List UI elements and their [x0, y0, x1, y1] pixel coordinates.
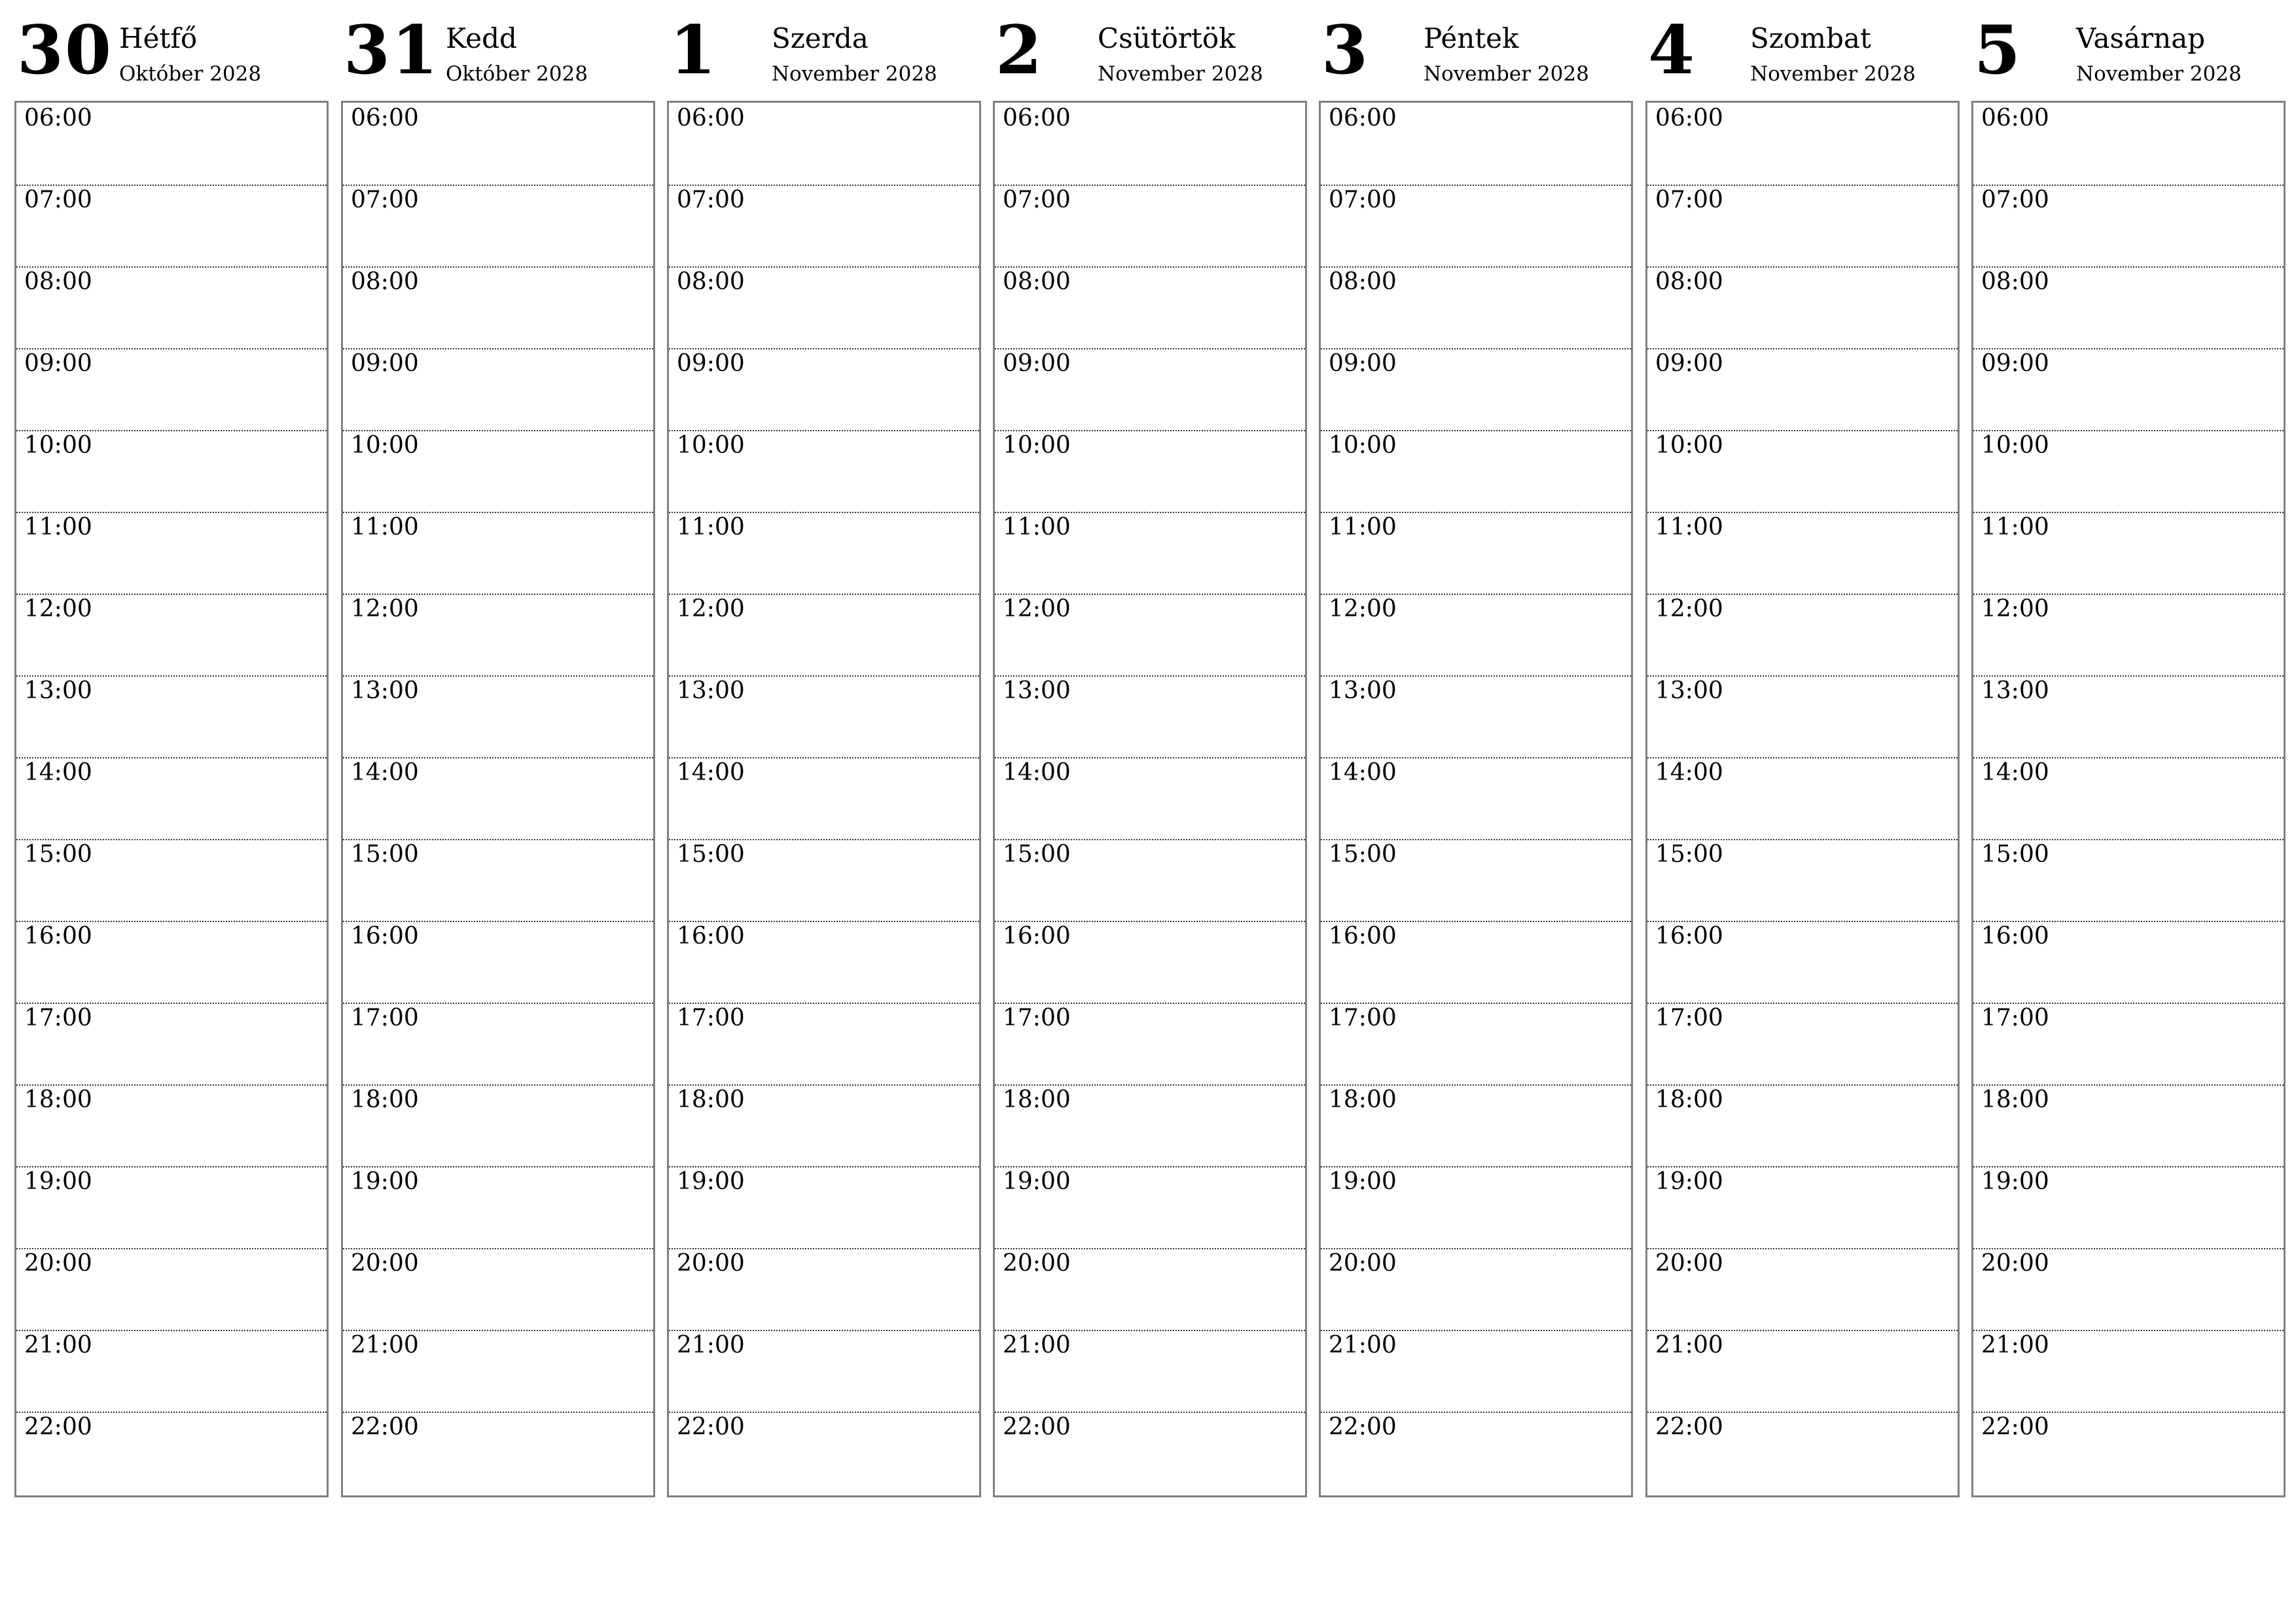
time-slot[interactable]	[1321, 675, 1631, 758]
day-name: Vasárnap	[2076, 22, 2206, 54]
time-label: 12:00	[24, 596, 92, 622]
time-label: 08:00	[1655, 268, 1723, 295]
time-label: 19:00	[1981, 1168, 2049, 1195]
time-slot[interactable]	[995, 430, 1305, 513]
day-schedule-box	[14, 101, 329, 1497]
time-label: 20:00	[1329, 1250, 1397, 1277]
time-slot[interactable]	[995, 594, 1305, 677]
time-slot[interactable]	[995, 1412, 1305, 1493]
time-label: 07:00	[1655, 187, 1723, 213]
time-slot[interactable]	[16, 921, 327, 1004]
day-header	[667, 0, 980, 99]
time-slot[interactable]	[16, 1248, 327, 1331]
time-slot[interactable]	[343, 103, 653, 186]
time-slot[interactable]	[1647, 1084, 1958, 1168]
time-label: 10:00	[1655, 432, 1723, 459]
day-number: 2	[996, 11, 1043, 90]
day-number: 5	[1974, 11, 2022, 90]
time-label: 11:00	[1329, 514, 1397, 541]
time-label: 08:00	[24, 268, 92, 295]
day-schedule-box	[1319, 101, 1633, 1497]
time-label: 06:00	[1003, 105, 1071, 132]
time-label: 16:00	[677, 923, 745, 950]
time-label: 06:00	[677, 105, 745, 132]
time-label: 10:00	[677, 432, 745, 459]
time-label: 18:00	[1655, 1086, 1723, 1113]
day-number: 3	[1321, 11, 1369, 90]
time-label: 18:00	[1003, 1086, 1071, 1113]
day-schedule-box	[993, 101, 1307, 1497]
time-slot[interactable]	[1647, 185, 1958, 268]
time-label: 17:00	[677, 1005, 745, 1031]
time-label: 16:00	[1655, 923, 1723, 950]
time-slot[interactable]	[995, 266, 1305, 349]
time-slot[interactable]	[343, 1412, 653, 1493]
time-slot[interactable]	[343, 594, 653, 677]
time-label: 07:00	[351, 187, 419, 213]
time-label: 10:00	[1329, 432, 1397, 459]
time-label: 12:00	[1655, 596, 1723, 622]
time-slot[interactable]	[669, 185, 979, 268]
time-label: 21:00	[24, 1332, 92, 1359]
time-label: 21:00	[1003, 1332, 1071, 1359]
time-slot[interactable]	[16, 1330, 327, 1413]
time-label: 15:00	[1981, 841, 2049, 868]
time-slot[interactable]	[16, 1084, 327, 1168]
time-slot[interactable]	[1647, 675, 1958, 758]
time-slot[interactable]	[995, 185, 1305, 268]
time-slot[interactable]	[669, 675, 979, 758]
time-slot[interactable]	[1647, 839, 1958, 922]
time-label: 15:00	[351, 841, 419, 868]
day-column	[667, 0, 980, 1440]
time-slot[interactable]	[669, 1412, 979, 1493]
time-slot[interactable]	[1647, 103, 1958, 186]
time-slot[interactable]	[995, 1330, 1305, 1413]
time-label: 12:00	[1981, 596, 2049, 622]
time-slot[interactable]	[16, 1003, 327, 1086]
time-label: 14:00	[1981, 759, 2049, 786]
time-label: 17:00	[24, 1005, 92, 1031]
time-label: 16:00	[24, 923, 92, 950]
day-header	[993, 0, 1306, 99]
time-slot[interactable]	[1647, 1166, 1958, 1249]
time-slot[interactable]	[343, 512, 653, 595]
time-label: 21:00	[1981, 1332, 2049, 1359]
time-slot[interactable]	[669, 1166, 979, 1249]
time-label: 16:00	[1981, 923, 2049, 950]
time-slot[interactable]	[995, 757, 1305, 840]
time-label: 15:00	[24, 841, 92, 868]
time-slot[interactable]	[1647, 512, 1958, 595]
time-label: 12:00	[1003, 596, 1071, 622]
time-slot[interactable]	[669, 1248, 979, 1331]
time-slot[interactable]	[16, 266, 327, 349]
time-label: 21:00	[677, 1332, 745, 1359]
time-label: 18:00	[24, 1086, 92, 1113]
time-label: 06:00	[24, 105, 92, 132]
time-slot[interactable]	[1321, 103, 1631, 186]
time-label: 20:00	[24, 1250, 92, 1277]
time-label: 18:00	[1981, 1086, 2049, 1113]
time-slot[interactable]	[343, 430, 653, 513]
time-slot[interactable]	[1647, 1248, 1958, 1331]
day-name: Szerda	[772, 22, 869, 54]
time-slot[interactable]	[995, 675, 1305, 758]
time-label: 08:00	[1981, 268, 2049, 295]
time-slot[interactable]	[1321, 1084, 1631, 1168]
time-label: 11:00	[1655, 514, 1723, 541]
time-label: 10:00	[1003, 432, 1071, 459]
time-label: 08:00	[1003, 268, 1071, 295]
time-slot[interactable]	[1647, 430, 1958, 513]
time-label: 18:00	[351, 1086, 419, 1113]
time-label: 15:00	[677, 841, 745, 868]
time-label: 15:00	[1329, 841, 1397, 868]
time-slot[interactable]	[669, 430, 979, 513]
time-slot[interactable]	[1973, 430, 2284, 513]
time-label: 11:00	[24, 514, 92, 541]
time-label: 20:00	[1655, 1250, 1723, 1277]
time-slot[interactable]	[669, 839, 979, 922]
time-slot[interactable]	[1973, 757, 2284, 840]
time-slot[interactable]	[1973, 921, 2284, 1004]
time-slot[interactable]	[1321, 185, 1631, 268]
time-label: 22:00	[24, 1414, 92, 1440]
time-label: 16:00	[1329, 923, 1397, 950]
time-slot[interactable]	[669, 1084, 979, 1168]
time-label: 19:00	[24, 1168, 92, 1195]
time-slot[interactable]	[1321, 266, 1631, 349]
time-label: 20:00	[1003, 1250, 1071, 1277]
day-schedule-box	[1971, 101, 2286, 1497]
time-label: 06:00	[1655, 105, 1723, 132]
time-slot[interactable]	[1973, 348, 2284, 431]
time-slot[interactable]	[1973, 1330, 2284, 1413]
day-schedule-box	[1645, 101, 1960, 1497]
time-label: 09:00	[1981, 350, 2049, 377]
time-slot[interactable]	[16, 185, 327, 268]
day-name: Csütörtök	[1098, 22, 1236, 54]
day-column	[1319, 0, 1632, 1440]
time-slot[interactable]	[16, 103, 327, 186]
time-slot[interactable]	[1973, 512, 2284, 595]
time-slot[interactable]	[16, 430, 327, 513]
time-slot[interactable]	[1647, 348, 1958, 431]
time-label: 22:00	[1981, 1414, 2049, 1440]
time-slot[interactable]	[669, 1330, 979, 1413]
time-slot[interactable]	[1647, 757, 1958, 840]
time-slot[interactable]	[669, 1003, 979, 1086]
time-label: 18:00	[1329, 1086, 1397, 1113]
time-label: 19:00	[1003, 1168, 1071, 1195]
time-slot[interactable]	[1647, 1412, 1958, 1493]
time-slot[interactable]	[1321, 1330, 1631, 1413]
time-label: 19:00	[1655, 1168, 1723, 1195]
time-slot[interactable]	[16, 348, 327, 431]
time-slot[interactable]	[669, 921, 979, 1004]
time-slot[interactable]	[995, 348, 1305, 431]
day-name: Kedd	[446, 22, 517, 54]
time-slot[interactable]	[1973, 1166, 2284, 1249]
time-slot[interactable]	[343, 675, 653, 758]
time-label: 17:00	[1003, 1005, 1071, 1031]
time-label: 11:00	[677, 514, 745, 541]
time-slot[interactable]	[1973, 839, 2284, 922]
time-label: 07:00	[1981, 187, 2049, 213]
time-slot[interactable]	[343, 1330, 653, 1413]
time-label: 12:00	[1329, 596, 1397, 622]
day-month-year: November 2028	[772, 62, 937, 86]
day-number: 31	[344, 11, 439, 90]
time-slot[interactable]	[669, 594, 979, 677]
day-header	[341, 0, 654, 99]
time-label: 09:00	[351, 350, 419, 377]
time-slot[interactable]	[343, 839, 653, 922]
time-slot[interactable]	[16, 594, 327, 677]
time-label: 19:00	[1329, 1168, 1397, 1195]
day-header	[14, 0, 327, 99]
time-label: 13:00	[1003, 677, 1071, 704]
time-label: 21:00	[1655, 1332, 1723, 1359]
time-label: 06:00	[351, 105, 419, 132]
time-slot[interactable]	[343, 921, 653, 1004]
time-label: 07:00	[1329, 187, 1397, 213]
time-slot[interactable]	[343, 1166, 653, 1249]
time-slot[interactable]	[995, 1166, 1305, 1249]
time-label: 06:00	[1981, 105, 2049, 132]
time-label: 22:00	[1003, 1414, 1071, 1440]
time-slot[interactable]	[343, 185, 653, 268]
time-label: 08:00	[677, 268, 745, 295]
time-label: 16:00	[351, 923, 419, 950]
time-label: 07:00	[24, 187, 92, 213]
time-slot[interactable]	[1321, 512, 1631, 595]
time-label: 08:00	[1329, 268, 1397, 295]
time-slot[interactable]	[1973, 594, 2284, 677]
time-label: 09:00	[24, 350, 92, 377]
time-slot[interactable]	[1973, 266, 2284, 349]
time-slot[interactable]	[995, 839, 1305, 922]
time-label: 21:00	[351, 1332, 419, 1359]
time-slot[interactable]	[16, 1166, 327, 1249]
time-label: 13:00	[1329, 677, 1397, 704]
time-slot[interactable]	[995, 512, 1305, 595]
day-header	[1971, 0, 2284, 99]
time-slot[interactable]	[16, 839, 327, 922]
time-label: 15:00	[1003, 841, 1071, 868]
day-column	[341, 0, 654, 1440]
time-slot[interactable]	[995, 921, 1305, 1004]
time-label: 13:00	[24, 677, 92, 704]
time-label: 12:00	[677, 596, 745, 622]
day-number: 30	[17, 11, 113, 90]
time-slot[interactable]	[1973, 1248, 2284, 1331]
time-label: 22:00	[1329, 1414, 1397, 1440]
time-label: 14:00	[1655, 759, 1723, 786]
time-slot[interactable]	[669, 266, 979, 349]
time-slot[interactable]	[1973, 1003, 2284, 1086]
time-label: 07:00	[677, 187, 745, 213]
time-label: 22:00	[1655, 1414, 1723, 1440]
time-label: 13:00	[1981, 677, 2049, 704]
time-label: 21:00	[1329, 1332, 1397, 1359]
time-slot[interactable]	[669, 757, 979, 840]
time-slot[interactable]	[16, 512, 327, 595]
day-month-year: November 2028	[1098, 62, 1263, 86]
time-label: 17:00	[1981, 1005, 2049, 1031]
time-slot[interactable]	[995, 103, 1305, 186]
day-name: Péntek	[1424, 22, 1519, 54]
time-label: 17:00	[351, 1005, 419, 1031]
time-label: 16:00	[1003, 923, 1071, 950]
time-label: 08:00	[351, 268, 419, 295]
time-label: 09:00	[1655, 350, 1723, 377]
time-label: 13:00	[1655, 677, 1723, 704]
time-slot[interactable]	[669, 103, 979, 186]
time-slot[interactable]	[16, 675, 327, 758]
time-label: 11:00	[351, 514, 419, 541]
time-label: 07:00	[1003, 187, 1071, 213]
time-slot[interactable]	[1321, 1003, 1631, 1086]
time-slot[interactable]	[1321, 430, 1631, 513]
time-slot[interactable]	[995, 1084, 1305, 1168]
time-slot[interactable]	[16, 1412, 327, 1493]
time-label: 14:00	[1329, 759, 1397, 786]
time-slot[interactable]	[343, 1084, 653, 1168]
day-month-year: November 2028	[2076, 62, 2242, 86]
time-slot[interactable]	[343, 1248, 653, 1331]
time-label: 11:00	[1003, 514, 1071, 541]
time-label: 10:00	[1981, 432, 2049, 459]
time-slot[interactable]	[1321, 757, 1631, 840]
time-slot[interactable]	[1321, 1248, 1631, 1331]
time-label: 17:00	[1655, 1005, 1723, 1031]
time-label: 19:00	[677, 1168, 745, 1195]
time-label: 20:00	[677, 1250, 745, 1277]
day-month-year: November 2028	[1750, 62, 1916, 86]
time-label: 10:00	[24, 432, 92, 459]
time-slot[interactable]	[995, 1248, 1305, 1331]
time-slot[interactable]	[1647, 266, 1958, 349]
time-slot[interactable]	[669, 348, 979, 431]
time-slot[interactable]	[1321, 348, 1631, 431]
day-number: 4	[1648, 11, 1696, 90]
time-label: 12:00	[351, 596, 419, 622]
day-column	[993, 0, 1306, 1440]
time-slot[interactable]	[1647, 594, 1958, 677]
time-label: 22:00	[351, 1414, 419, 1440]
time-slot[interactable]	[1321, 1166, 1631, 1249]
day-column	[1645, 0, 1958, 1440]
time-label: 09:00	[1329, 350, 1397, 377]
time-slot[interactable]	[343, 757, 653, 840]
time-slot[interactable]	[16, 757, 327, 840]
time-label: 11:00	[1981, 514, 2049, 541]
time-slot[interactable]	[1321, 839, 1631, 922]
time-slot[interactable]	[1973, 103, 2284, 186]
time-label: 14:00	[677, 759, 745, 786]
time-label: 14:00	[351, 759, 419, 786]
day-header	[1645, 0, 1958, 99]
day-month-year: November 2028	[1424, 62, 1589, 86]
day-column	[14, 0, 327, 1440]
time-slot[interactable]	[995, 1003, 1305, 1086]
time-slot[interactable]	[1973, 1084, 2284, 1168]
time-label: 13:00	[351, 677, 419, 704]
day-number: 1	[670, 11, 717, 90]
time-slot[interactable]	[1973, 1412, 2284, 1493]
time-label: 22:00	[677, 1414, 745, 1440]
time-slot[interactable]	[1973, 185, 2284, 268]
time-label: 20:00	[1981, 1250, 2049, 1277]
time-label: 10:00	[351, 432, 419, 459]
time-slot[interactable]	[343, 348, 653, 431]
time-slot[interactable]	[1321, 594, 1631, 677]
time-label: 06:00	[1329, 105, 1397, 132]
time-label: 14:00	[1003, 759, 1071, 786]
time-label: 18:00	[677, 1086, 745, 1113]
time-label: 09:00	[1003, 350, 1071, 377]
day-month-year: Október 2028	[119, 62, 262, 86]
day-name: Szombat	[1750, 22, 1871, 54]
day-header	[1319, 0, 1632, 99]
day-schedule-box	[341, 101, 655, 1497]
time-slot[interactable]	[1321, 1412, 1631, 1493]
time-label: 15:00	[1655, 841, 1723, 868]
time-label: 13:00	[677, 677, 745, 704]
time-label: 09:00	[677, 350, 745, 377]
time-slot[interactable]	[1973, 675, 2284, 758]
time-label: 19:00	[351, 1168, 419, 1195]
time-slot[interactable]	[1321, 921, 1631, 1004]
time-slot[interactable]	[1647, 1330, 1958, 1413]
day-schedule-box	[667, 101, 981, 1497]
time-slot[interactable]	[343, 266, 653, 349]
time-slot[interactable]	[669, 512, 979, 595]
day-name: Hétfő	[119, 22, 198, 54]
time-label: 20:00	[351, 1250, 419, 1277]
time-slot[interactable]	[1647, 921, 1958, 1004]
day-month-year: Október 2028	[446, 62, 588, 86]
day-column	[1971, 0, 2284, 1440]
time-slot[interactable]	[343, 1003, 653, 1086]
time-label: 17:00	[1329, 1005, 1397, 1031]
time-label: 14:00	[24, 759, 92, 786]
time-slot[interactable]	[1647, 1003, 1958, 1086]
